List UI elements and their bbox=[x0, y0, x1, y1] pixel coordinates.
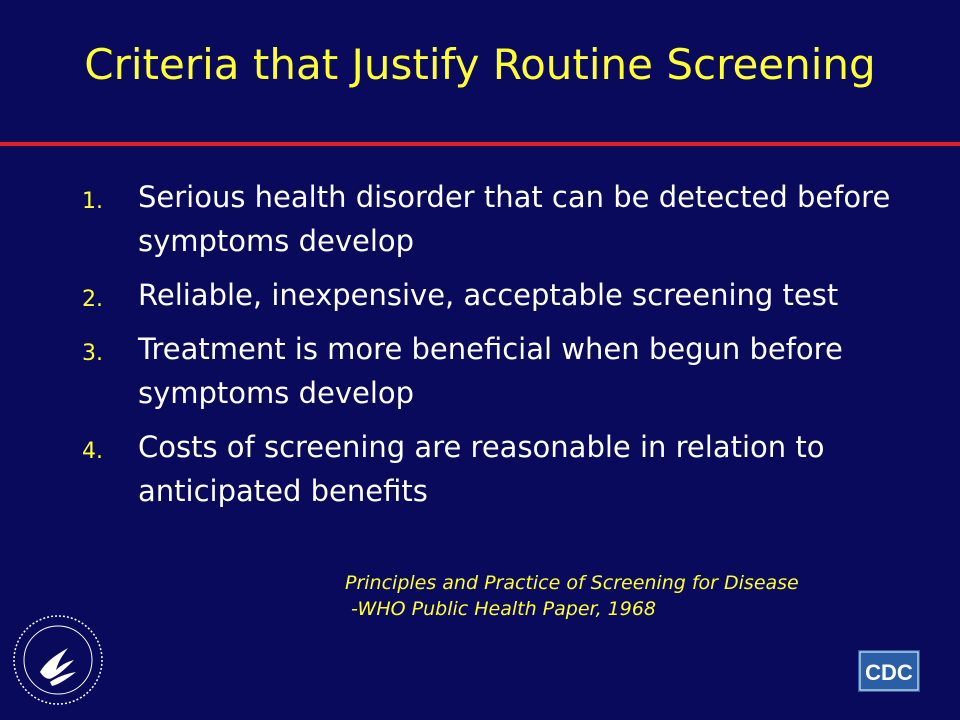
citation-title: Principles and Practice of Screening for Disease bbox=[345, 572, 799, 594]
title-divider bbox=[0, 142, 960, 146]
list-item bbox=[82, 327, 912, 415]
item-number: 2. bbox=[82, 287, 103, 312]
item-text: Treatment is more beneficial when begun before symptoms develop bbox=[138, 332, 843, 410]
item-text: Reliable, inexpensive, acceptable screening test bbox=[138, 278, 839, 312]
criteria-list bbox=[82, 175, 912, 523]
hhs-seal-icon bbox=[10, 612, 106, 708]
item-number: 3. bbox=[82, 341, 103, 366]
citation-source: -WHO Public Health Paper, 1968 bbox=[345, 598, 657, 620]
item-text: Costs of screening are reasonable in relation to anticipated benefits bbox=[138, 430, 825, 508]
list-item bbox=[82, 175, 912, 263]
item-number: 4. bbox=[82, 439, 103, 464]
list-item bbox=[82, 425, 912, 513]
list-item bbox=[82, 273, 912, 317]
cdc-logo-text: CDC bbox=[865, 660, 913, 685]
citation bbox=[345, 570, 799, 622]
cdc-logo bbox=[858, 650, 920, 692]
slide-title: Criteria that Justify Routine Screening bbox=[84, 40, 876, 89]
item-number: 1. bbox=[82, 189, 103, 214]
item-text: Serious health disorder that can be detected before symptoms develop bbox=[138, 180, 891, 258]
